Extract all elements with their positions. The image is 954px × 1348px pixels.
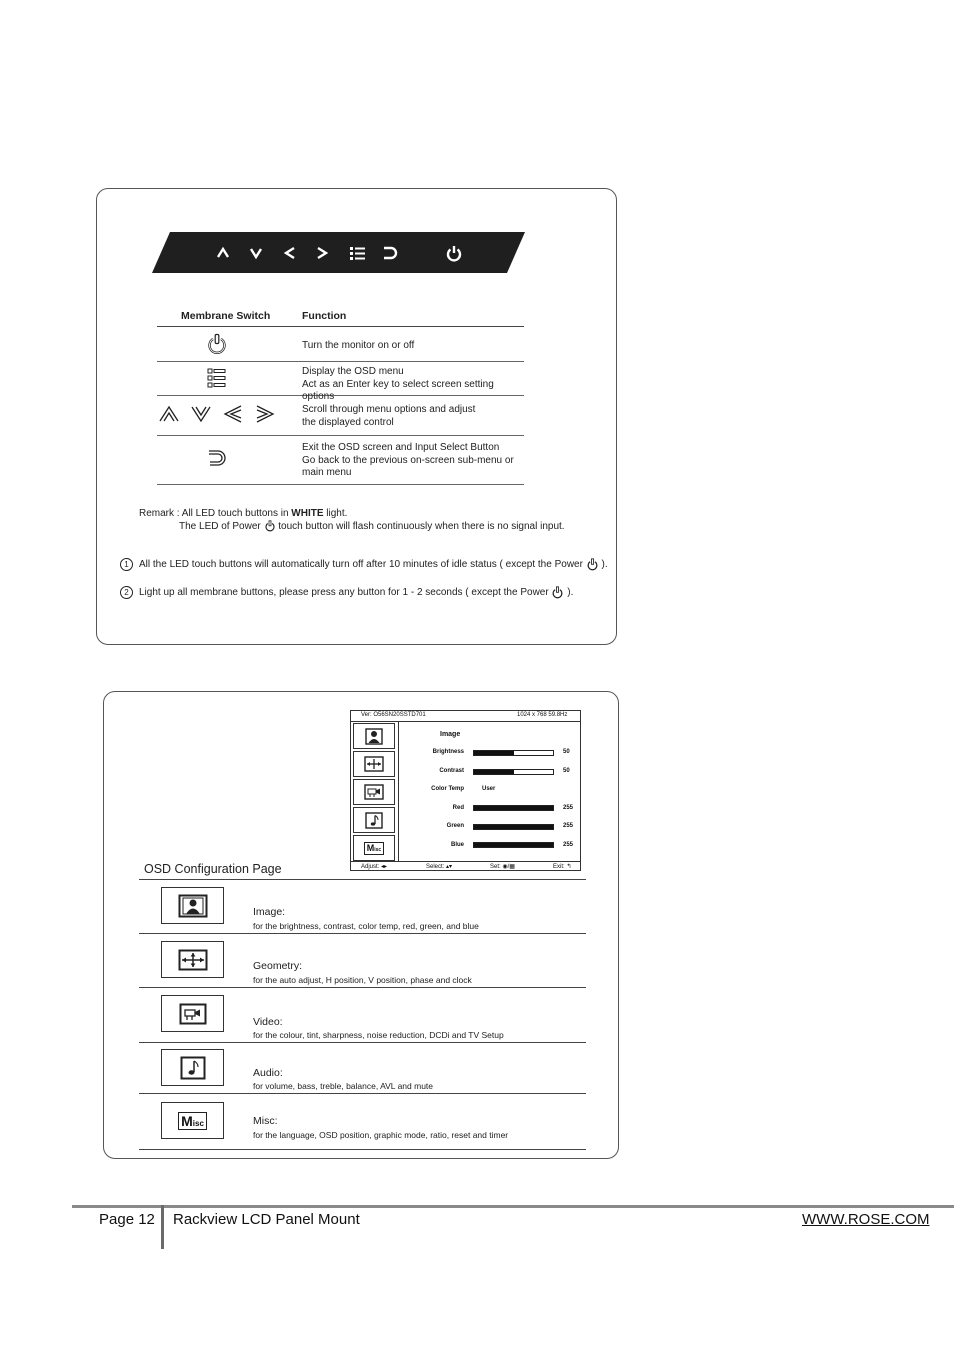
red-bar[interactable] [473,805,554,811]
down-arrow-icon[interactable] [246,243,266,263]
function-text: Go back to the previous on-screen sub-menu or [302,454,514,466]
note-2: 2 Light up all membrane buttons, please press any button for 1 - 2 seconds ( except the Power ). [120,586,573,599]
move-arrows-icon [364,756,384,772]
color-temp-value[interactable]: User [482,786,496,792]
power-icon [264,520,276,532]
misc-icon: M isc [178,1112,207,1130]
config-row-video: Video: for the colour, tint, sharpness, noise reduction, DCDi and TV Setup [139,988,586,1043]
power-icon [586,558,599,571]
footer-rule [72,1205,954,1208]
touch-key-bar [152,232,525,273]
page-number: Page 12 [99,1211,155,1228]
blue-bar[interactable] [473,842,554,848]
table-row [157,435,524,485]
music-note-icon [365,812,383,829]
osd-menu-preview: Ver: O56SN20SSTD701 1024 x 768 59.8Hz M isc Image Brightness 50 Contrast 50 Color Temp User Red 255 Green 255 Blue 255 Adjust: ◂▸ Select: ▴▾ Set: ◉/▦ Exit: ↰ [350,710,581,871]
header-membrane-switch: Membrane Switch [181,310,271,322]
osd-version: Ver: O56SN20SSTD701 [361,712,426,718]
down-arrow-icon [190,404,212,424]
left-arrow-icon [222,404,244,424]
up-arrow-icon[interactable] [213,243,233,263]
osd-tab-misc[interactable] [353,835,395,861]
website-link[interactable]: WWW.ROSE.COM [802,1211,930,1228]
table-row [157,327,524,362]
config-row-image: Image: for the brightness, contrast, color temp, red, green, and blue [139,880,586,934]
function-text: Scroll through menu options and adjust [302,404,476,415]
osd-tab-video[interactable] [353,779,395,805]
config-title: OSD Configuration Page [144,862,282,876]
config-row-geometry: Geometry: for the auto adjust, H position, V position, phase and clock [139,934,586,988]
function-text: Exit the OSD screen and Input Select Button [302,442,500,453]
video-camera-icon [364,784,384,800]
function-text: Turn the monitor on or off [302,340,415,351]
green-bar[interactable] [473,824,554,830]
misc-icon: M isc [364,842,384,855]
document-title: Rackview LCD Panel Mount [173,1211,360,1228]
function-text: the displayed control [302,416,394,428]
up-arrow-icon [158,404,180,424]
function-text: Display the OSD menu [302,366,404,377]
person-icon [365,728,383,745]
person-icon [178,894,208,918]
function-text: main menu [302,467,352,478]
config-row-audio: Audio: for volume, bass, treble, balance, AVL and mute [139,1043,586,1094]
note-1: 1 All the LED touch buttons will automatically turn off after 10 minutes of idle status ( except the Power ). [120,558,608,571]
right-arrow-icon[interactable] [312,243,332,263]
menu-list-icon[interactable] [347,243,367,263]
osd-footer: Adjust: ◂▸ Select: ▴▾ Set: ◉/▦ Exit: ↰ [351,861,580,871]
power-icon [206,333,228,355]
menu-list-icon [207,367,227,389]
power-icon[interactable] [444,243,464,263]
music-note-icon [180,1056,206,1080]
osd-tab-geometry[interactable] [353,751,395,777]
power-icon [551,586,564,599]
video-camera-icon [179,1003,207,1025]
table-header [157,304,524,327]
osd-tab-audio[interactable] [353,807,395,833]
table-row [157,395,524,436]
left-arrow-icon[interactable] [280,243,300,263]
right-arrow-icon [254,404,276,424]
return-icon[interactable] [380,243,400,263]
osd-tab-image[interactable] [353,723,395,749]
remark-block: Remark : All LED touch buttons in WHITE light. The LED of Power touch button will flash continuously when there is no signal input. [139,508,565,532]
move-arrows-icon [178,949,208,971]
table-row [157,361,524,402]
footer-divider [161,1205,164,1249]
osd-tab-column [351,721,399,861]
config-row-misc: M isc Misc: for the language, OSD position, graphic mode, ratio, reset and timer [139,1094,586,1150]
function-text: Act as an Enter key to select screen setting options [302,378,494,402]
contrast-bar[interactable] [473,769,554,775]
osd-heading: Image [440,731,461,738]
header-function: Function [302,310,347,322]
return-icon [206,447,228,469]
osd-resolution: 1024 x 768 59.8Hz [517,712,568,718]
brightness-bar[interactable] [473,750,554,756]
arrow-keys-icon [157,404,277,424]
